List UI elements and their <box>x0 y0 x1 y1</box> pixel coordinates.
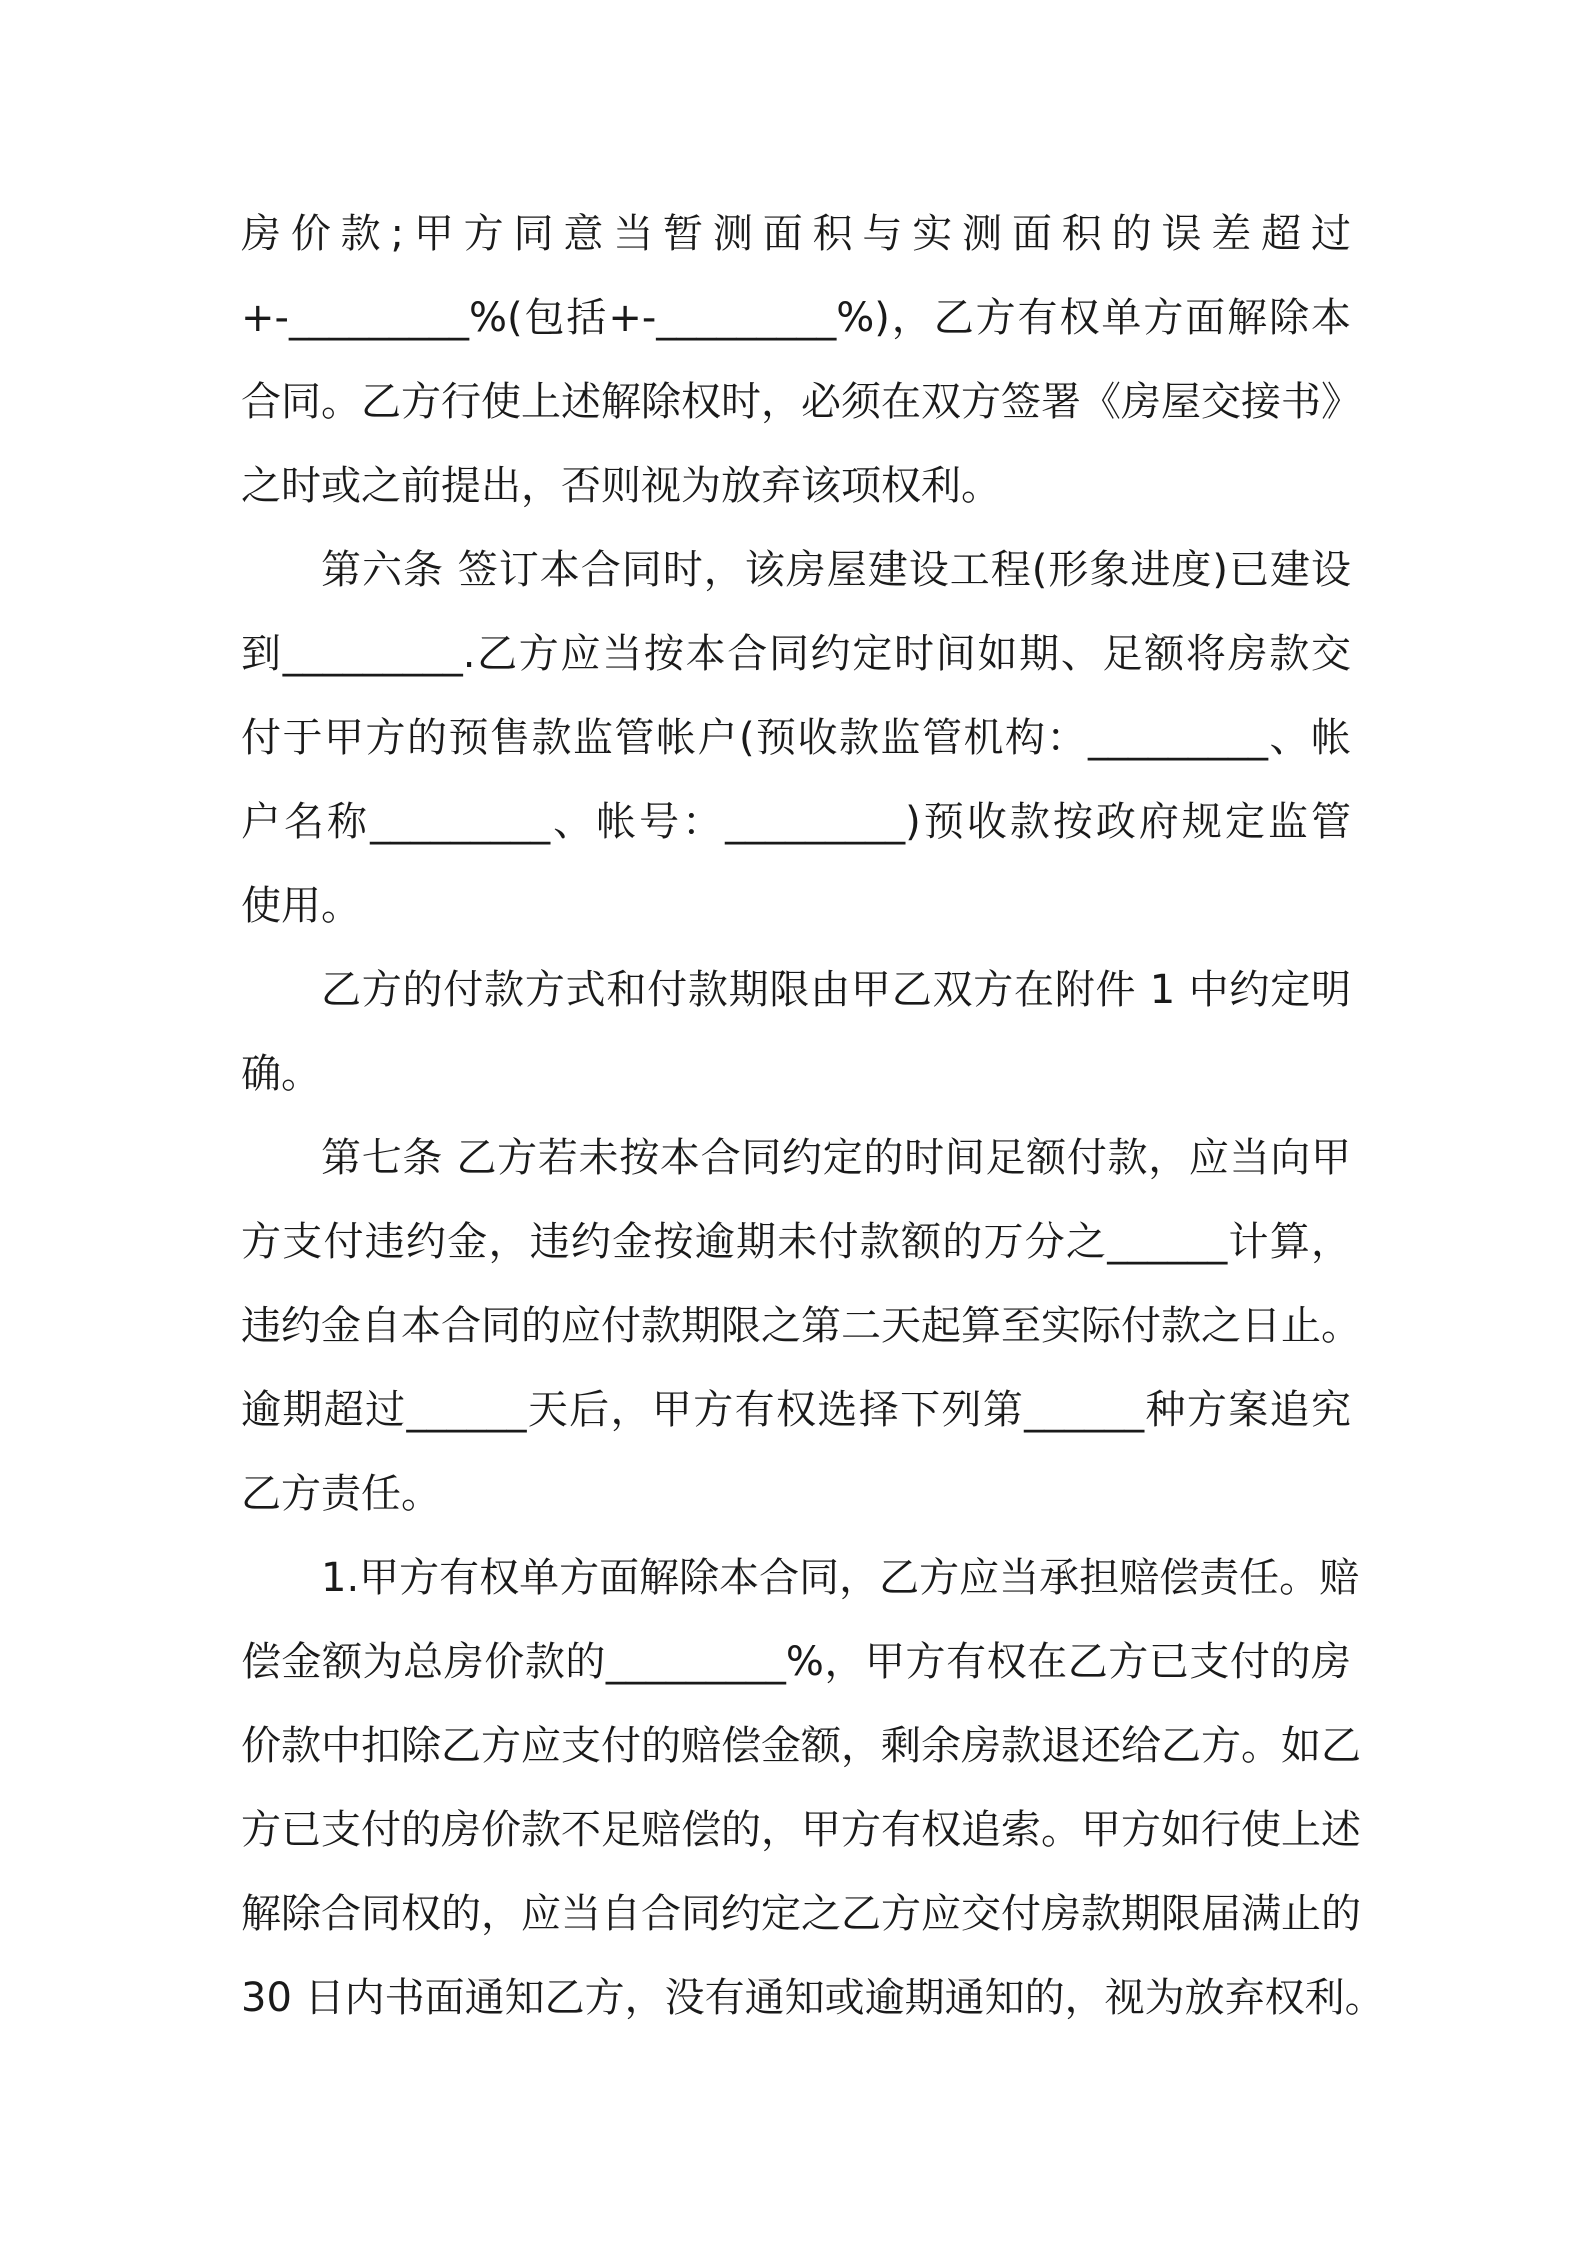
contract-body <box>241 192 1385 2040</box>
text-line: 违约金自本合同的应付款期限之第二天起算至实际付款之日止。 <box>241 1303 1361 1349</box>
text-line: 之时或之前提出，否则视为放弃该项权利。 <box>241 463 1001 509</box>
text-line: 乙方责任。 <box>241 1471 441 1517</box>
text-line: 解除合同权的，应当自合同约定之乙方应交付房款期限届满止的 <box>241 1891 1361 1937</box>
text-line: 1.甲方有权单方面解除本合同，乙方应当承担赔偿责任。赔 <box>321 1555 1360 1601</box>
article-seven-heading-line: 第七条 乙方若未按本合同约定的时间足额付款，应当向甲 <box>321 1135 1351 1181</box>
text-line: 逾期超过______天后，甲方有权选择下列第______种方案追究 <box>241 1387 1351 1433</box>
text-line: +-_________%(包括+-_________%)，乙方有权单方面解除本 <box>241 295 1351 341</box>
text-line: 合同。乙方行使上述解除权时，必须在双方签署《房屋交接书》 <box>241 379 1361 425</box>
text-line: 使用。 <box>241 883 361 929</box>
text-line: 方已支付的房价款不足赔偿的，甲方有权追索。甲方如行使上述 <box>241 1807 1361 1853</box>
text-line: 户名称_________、帐号：_________)预收款按政府规定监管 <box>241 799 1351 845</box>
text-line: 到_________.乙方应当按本合同约定时间如期、足额将房款交 <box>241 631 1351 677</box>
text-line: 30 日内书面通知乙方，没有通知或逾期通知的，视为放弃权利。 <box>241 1975 1385 2021</box>
text-line: 付于甲方的预售款监管帐户(预收款监管机构：_________、帐 <box>241 715 1351 761</box>
text-line: 确。 <box>241 1051 321 1097</box>
text-line: 偿金额为总房价款的_________%，甲方有权在乙方已支付的房 <box>241 1639 1351 1685</box>
text-line: 方支付违约金，违约金按逾期未付款额的万分之______计算， <box>241 1219 1351 1265</box>
text-line: 房价款;甲方同意当暂测面积与实测面积的误差超过 <box>241 211 1351 257</box>
text-line: 乙方的付款方式和付款期限由甲乙双方在附件 1 中约定明 <box>321 967 1351 1013</box>
article-six-heading-line: 第六条 签订本合同时，该房屋建设工程(形象进度)已建设 <box>321 547 1351 593</box>
text-line: 价款中扣除乙方应支付的赔偿金额，剩余房款退还给乙方。如乙 <box>241 1723 1361 1769</box>
